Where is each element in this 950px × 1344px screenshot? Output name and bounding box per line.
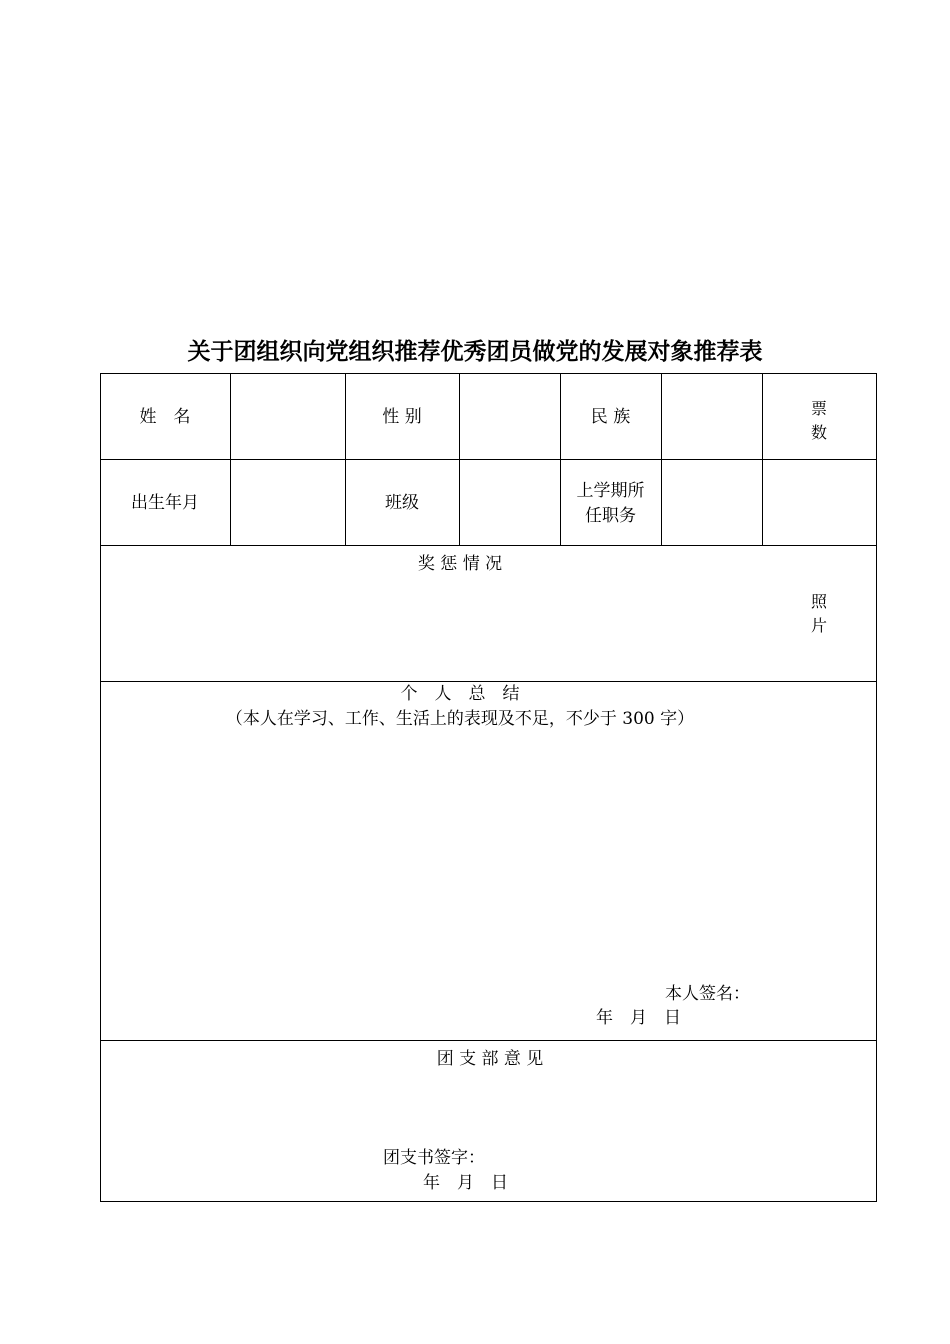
branch-opinion-content-area[interactable] bbox=[101, 1075, 876, 1140]
photo-label-line1: 照 bbox=[810, 592, 827, 611]
summary-note: （本人在学习、工作、生活上的表现及不足，不少于 300 字） bbox=[225, 709, 695, 729]
photo-label-line2: 片 bbox=[810, 616, 827, 635]
branch-opinion-heading: 团 支 部 意 见 bbox=[436, 1049, 544, 1069]
summary-content-area[interactable] bbox=[101, 735, 876, 975]
self-signature-label: 本人签名： bbox=[665, 984, 750, 1004]
gender-label: 性 别 bbox=[382, 407, 422, 427]
position-label-line2: 任职务 bbox=[585, 506, 636, 526]
summary-date-label: 年 月 日 bbox=[596, 1008, 681, 1028]
gender-value-cell[interactable] bbox=[460, 374, 560, 459]
birth-date-label: 出生年月 bbox=[131, 493, 199, 513]
position-label-line1: 上学期所 bbox=[576, 481, 645, 501]
position-value-cell[interactable] bbox=[662, 460, 762, 545]
row-divider-2 bbox=[100, 545, 877, 546]
votes-label-line2: 数 bbox=[810, 423, 827, 442]
class-label: 班级 bbox=[385, 493, 419, 513]
votes-label-line1: 票 bbox=[810, 399, 827, 418]
table-border-bottom bbox=[100, 1201, 877, 1202]
birth-date-value-cell[interactable] bbox=[231, 460, 345, 545]
ethnicity-value-cell[interactable] bbox=[662, 374, 762, 459]
row-divider-4 bbox=[100, 1040, 877, 1041]
name-label: 姓 名 bbox=[139, 407, 191, 427]
name-value-cell[interactable] bbox=[231, 374, 345, 459]
awards-heading: 奖 惩 情 况 bbox=[417, 554, 503, 574]
branch-date-label: 年 月 日 bbox=[423, 1173, 508, 1193]
votes-value-cell[interactable] bbox=[763, 460, 876, 545]
col-divider-2 bbox=[345, 373, 346, 545]
summary-heading: 个 人 总 结 bbox=[400, 684, 520, 704]
awards-content-area[interactable] bbox=[101, 580, 781, 680]
class-value-cell[interactable] bbox=[460, 460, 560, 545]
branch-secretary-signature-label: 团支书签字： bbox=[383, 1148, 485, 1168]
document-title: 关于团组织向党组织推荐优秀团员做党的发展对象推荐表 bbox=[187, 339, 763, 365]
table-border-right bbox=[876, 373, 877, 1202]
ethnicity-label: 民 族 bbox=[590, 407, 631, 427]
